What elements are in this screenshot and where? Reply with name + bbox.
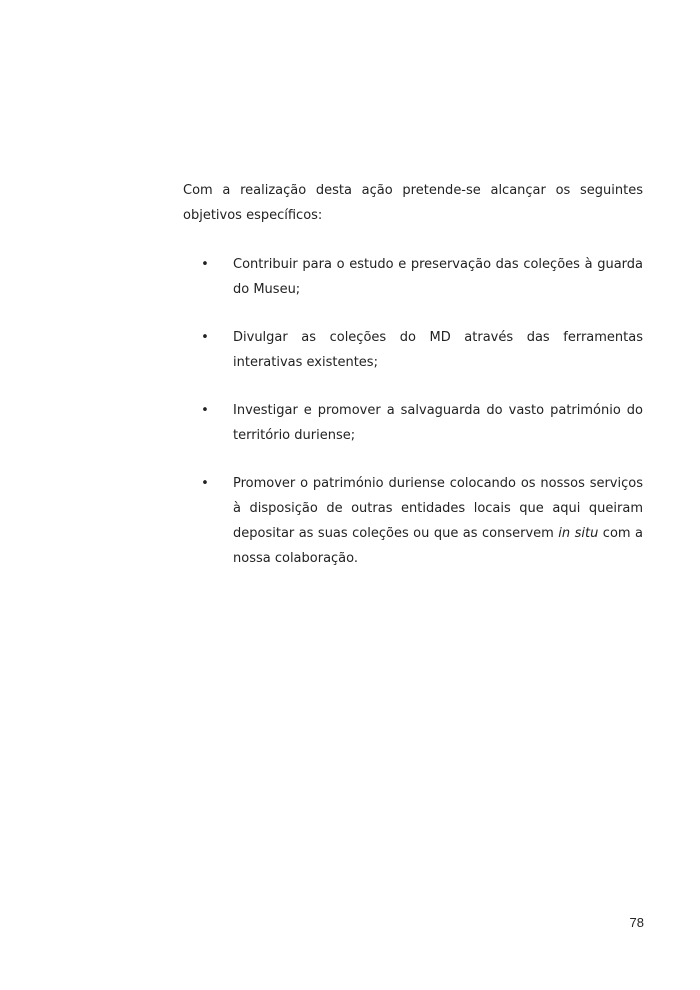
objective-text: Investigar e promover a salvaguarda do vasto património do território duriense; (233, 403, 643, 443)
intro-paragraph: Com a realização desta ação pretende-se alcançar os seguintes objetivos específicos: (183, 183, 643, 223)
page-content (183, 178, 643, 594)
list-item (183, 252, 643, 302)
list-item (183, 398, 643, 448)
page-number: 78 (629, 915, 644, 930)
objective-text: Contribuir para o estudo e preservação das coleções à guarda do Museu; (233, 257, 643, 297)
objectives-list (183, 252, 643, 571)
bullet-icon: • (201, 476, 209, 491)
bullet-icon: • (201, 403, 209, 418)
objective-text: Divulgar as coleções do MD através das ferramentas interativas existentes; (233, 330, 643, 370)
list-item (183, 471, 643, 571)
objective-text-after: com a nossa colaboração. (233, 526, 643, 566)
objective-text-before: Promover o património duriense colocando os nossos serviços à disposição de outras entidades locais que aqui queiram depositar as suas coleções ou que as conservem (233, 476, 643, 541)
bullet-icon: • (201, 330, 209, 345)
bullet-icon: • (201, 257, 209, 272)
objective-text-italic: in situ (558, 526, 599, 541)
list-item (183, 325, 643, 375)
